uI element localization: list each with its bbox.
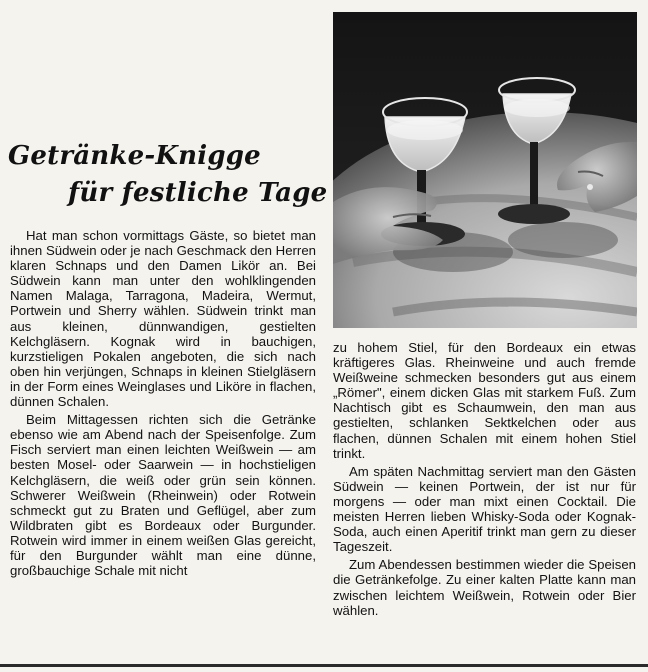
paragraph-right-2: Am späten Nachmittag serviert man den Gästen Südwein — keinen Portwein, der ist nur für morgens — oder man mixt einen Cocktail. Die meisten Herren lieben Whisky-Soda oder Kognak-Soda, auch einen Aperitif trinkt man gern zu dieser Tageszeit. [333, 463, 636, 555]
paragraph-left-1: Hat man schon vormittags Gäste, so bietet man ihnen Südwein oder je nach Geschmack den Herren klaren Schnaps und den Damen Likör an. Bei Südwein kann man unter den wohlklingenden Namen Malaga, Tarragona, Madeira, Wermut, Portwein und Sherry wählen. Südwein trinkt man aus kleinen, dünnwandigen, gestielten Kelchgläsern. Kognak wird in bauchigen, kurzstieligen Pokalen angeboten, die sich nach oben hin verjüngen, Schnaps in kleinen Stielgläsern in der Form eines Weinglases und Liköre in flachen, dünnen Schalen. [10, 228, 316, 410]
title-line-1: Getränke-Knigge [8, 141, 261, 171]
article-title [8, 140, 328, 220]
article-column-right [333, 340, 636, 618]
bottom-rule [0, 664, 648, 667]
paragraph-right-1: zu hohem Stiel, für den Bordeaux ein etwas kräftigeres Glas. Rheinweine und auch fremde Weißweine schmecken besonders gut aus einem „Römer", einem dicken Glas mit starkem Fuß. Zum Nachtisch gibt es Schaumwein, den man aus gestielten, schlanken Sektkelchen oder aus flachen, dünnen Schalen mit einem hohen Stiel trinkt. [333, 340, 636, 461]
paragraph-right-3: Zum Abendessen bestimmen wieder die Speisen die Getränkefolge. Zu einer kalten Platte kann man zwischen leichtem Weißwein, Rotwein oder Bier wählen. [333, 557, 636, 618]
article-column-left [10, 228, 316, 578]
title-line-2: für festliche Tage [68, 178, 328, 208]
paragraph-left-2: Beim Mittagessen richten sich die Getränke ebenso wie am Abend nach der Speisenfolge. Zum Fisch serviert man einen leichten Weißwein — am besten Mosel- oder Saarwein — in hochstieligen Kelchgläsern, die weiß oder grün sein können. Schwerer Weißwein (Rheinwein) oder Rotwein schmeckt gut zu Braten und Geflügel, aber zum Wildbraten gibt es Bordeaux oder Burgunder. Rotwein wird immer in einem weißen Glas gereicht, für den Burgunder wählt man eine dünne, großbauchige Schale mit nicht [10, 412, 316, 579]
champagne-glasses-photo [333, 12, 637, 328]
